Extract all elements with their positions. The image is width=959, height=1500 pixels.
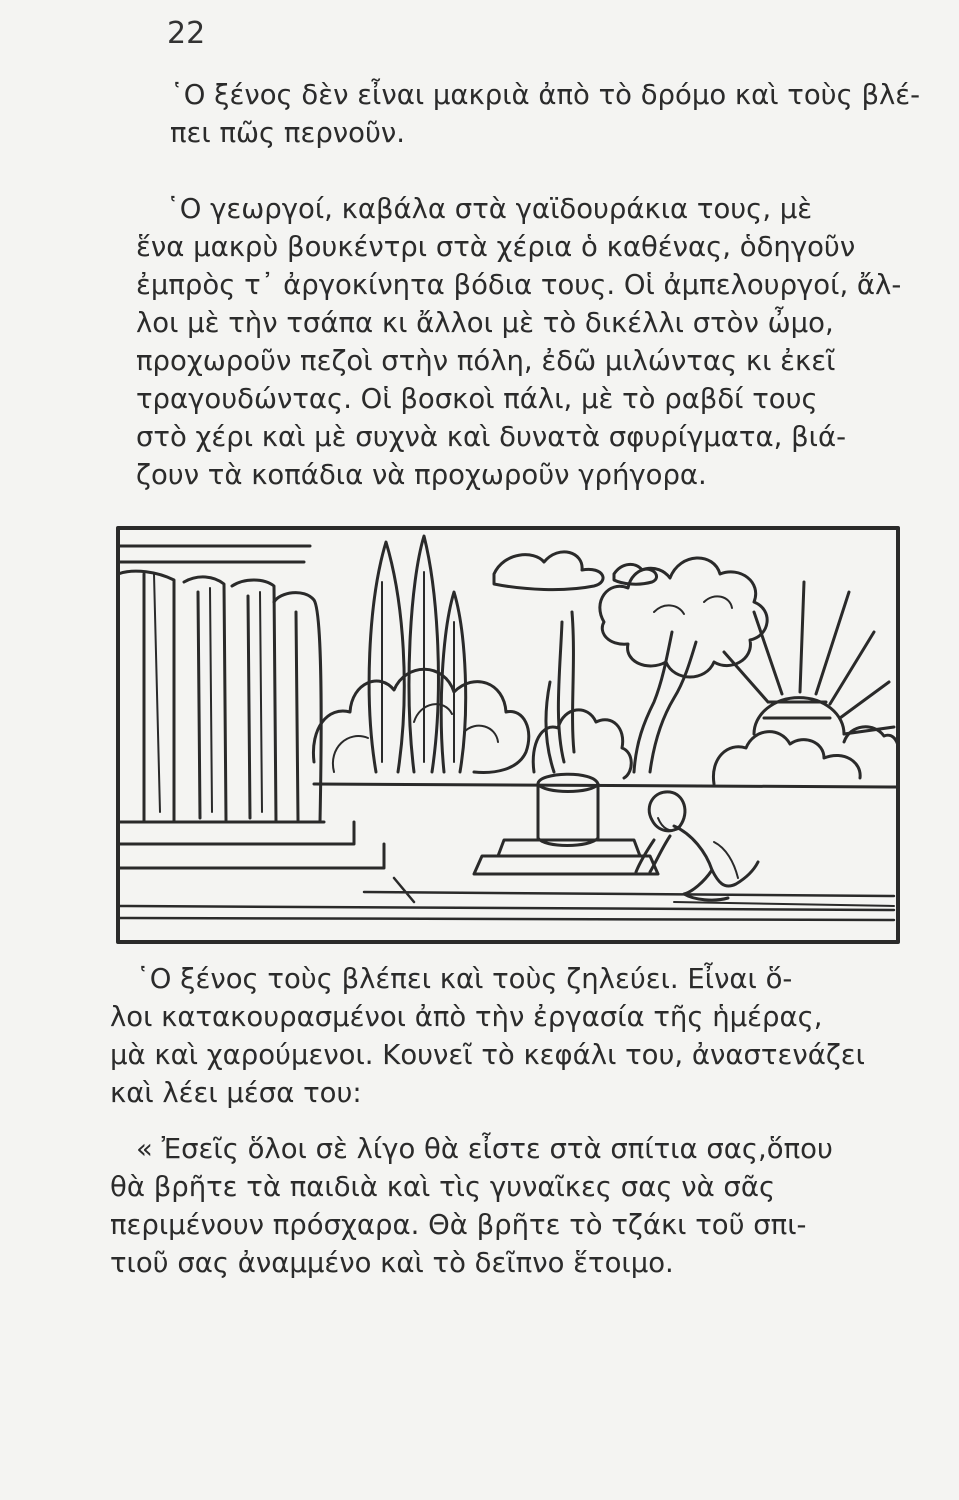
text-line: ἕνα μακρὺ βουκέντρι στὰ χέρια ὁ καθένας, ὁδηγοῦν [136,231,856,263]
text-line: λοι μὲ τὴν τσάπα κι ἄλλοι μὲ τὸ δικέλλι στὸν ὦμο, [136,307,834,339]
page-number: 22 [167,16,206,51]
text-line: ῾Ο γεωργοί, καβάλα στὰ γαϊδουράκια τους, μὲ [166,193,813,225]
cypress-trees-icon [369,536,466,772]
text-line: ἐμπρὸς τ᾿ ἀργοκίνητα βόδια τους. Οἱ ἀμπελουργοί, ἄλ- [136,269,902,301]
bushes-icon [313,669,631,778]
paragraph-foreigner-watches [170,76,921,152]
text-line: ῾Ο ξένος δὲν εἶναι μακριὰ ἀπὸ τὸ δρόμο καὶ τοὺς βλέ- [170,79,921,111]
text-line: τιοῦ σας ἀναμμένο καὶ τὸ δεῖπνο ἕτοιμο. [110,1247,674,1279]
text-line: λοι κατακουρασμένοι ἀπὸ τὴν ἐργασία τῆς ἡμέρας, [110,1001,823,1033]
horizon-line [314,784,896,787]
illustration-temple-scene [114,522,902,947]
text-line: πει πῶς περνοῦν. [170,117,406,149]
altar-smoke-icon [546,612,574,772]
text-line: « Ἐσεῖς ὅλοι σὲ λίγο θὰ εἶστε στὰ σπίτια σας,ὅπου [136,1133,833,1165]
text-line: θὰ βρῆτε τὰ παιδιὰ καὶ τὶς γυναῖκες σας νὰ σᾶς [110,1171,776,1203]
bush-right-icon [713,732,860,784]
text-line: προχωροῦν πεζοὶ στὴν πόλη, ἐδῶ μιλώντας κι ἐκεῖ [136,345,836,377]
ground-lines-icon [118,878,894,920]
text-line: ζουν τὰ κοπάδια νὰ προχωροῦν γρήγορα. [136,459,707,491]
cloud-icon [494,552,657,590]
altar-icon [474,774,658,874]
paragraph-quote [110,1130,910,1282]
text-line: περιμένουν πρόσχαρα. Θὰ βρῆτε τὸ τζάκι τοῦ σπι- [110,1209,807,1241]
paragraph-foreigner-envies [110,960,910,1112]
text-line: μὰ καὶ χαρούμενοι. Κουνεῖ τὸ κεφάλι του, ἀναστενάζει [110,1039,865,1071]
sun-icon [724,582,894,734]
text-line: στὸ χέρι καὶ μὲ συχνὰ καὶ δυνατὰ σφυρίγματα, βιά- [136,421,846,453]
temple-columns-icon [118,546,384,868]
text-line: καὶ λέει μέσα του: [110,1077,362,1109]
tree-icon [600,558,767,772]
paragraph-farmers [136,190,906,494]
kneeling-man-icon [636,792,758,900]
text-line: ῾Ο ξένος τοὺς βλέπει καὶ τοὺς ζηλεύει. Εἶναι ὅ- [136,963,793,995]
text-line: τραγουδώντας. Οἱ βοσκοὶ πάλι, μὲ τὸ ραβδί τους [136,383,818,415]
